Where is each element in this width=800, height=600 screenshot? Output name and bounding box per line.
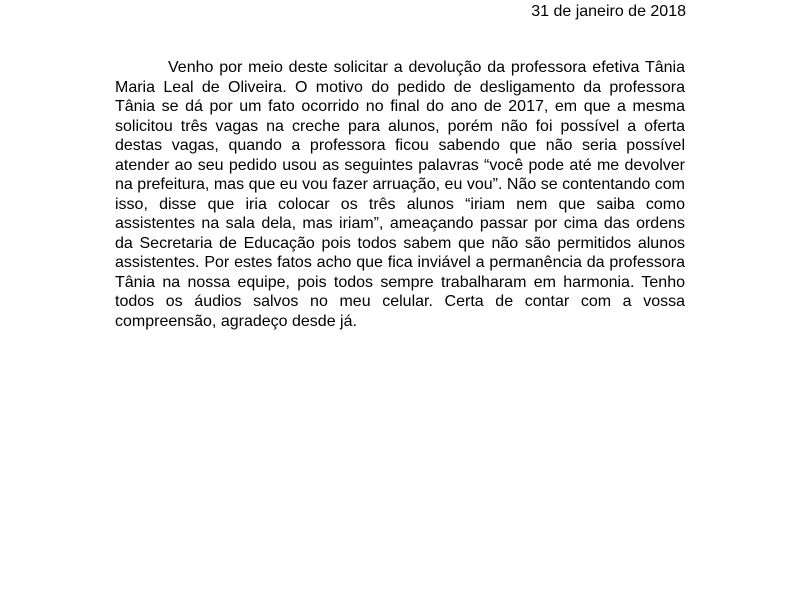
document-body-paragraph: Venho por meio deste solicitar a devolução da professora efetiva Tânia Maria Leal de Oliveira. O motivo do pedido de desligamento da professora Tânia se dá por um fato ocorrido no final do ano de 2017, em que a mesma solicitou três vagas na creche para alunos, porém não foi possível a oferta destas vagas, quando a professora ficou sabendo que não seria possível atender ao seu pedido usou as seguintes palavras “você pode até me devolver na prefeitura, mas que eu vou fazer arruação, eu vou”. Não se contentando com isso, disse que iria colocar os três alunos “iriam nem que saiba como assistentes na sala dela, mas iriam”, ameaçando passar por cima das ordens da Secretaria de Educação pois todos sabem que não são permitidos alunos assistentes. Por estes fatos acho que fica inviável a permanência da professora Tânia na nossa equipe, pois todos sempre trabalharam em harmonia. Tenho todos os áudios salvos no meu celular. Certa de contar com a vossa compreensão, agradeço desde já. [115,59,685,330]
document-date: 31 de janeiro de 2018 [531,3,686,20]
